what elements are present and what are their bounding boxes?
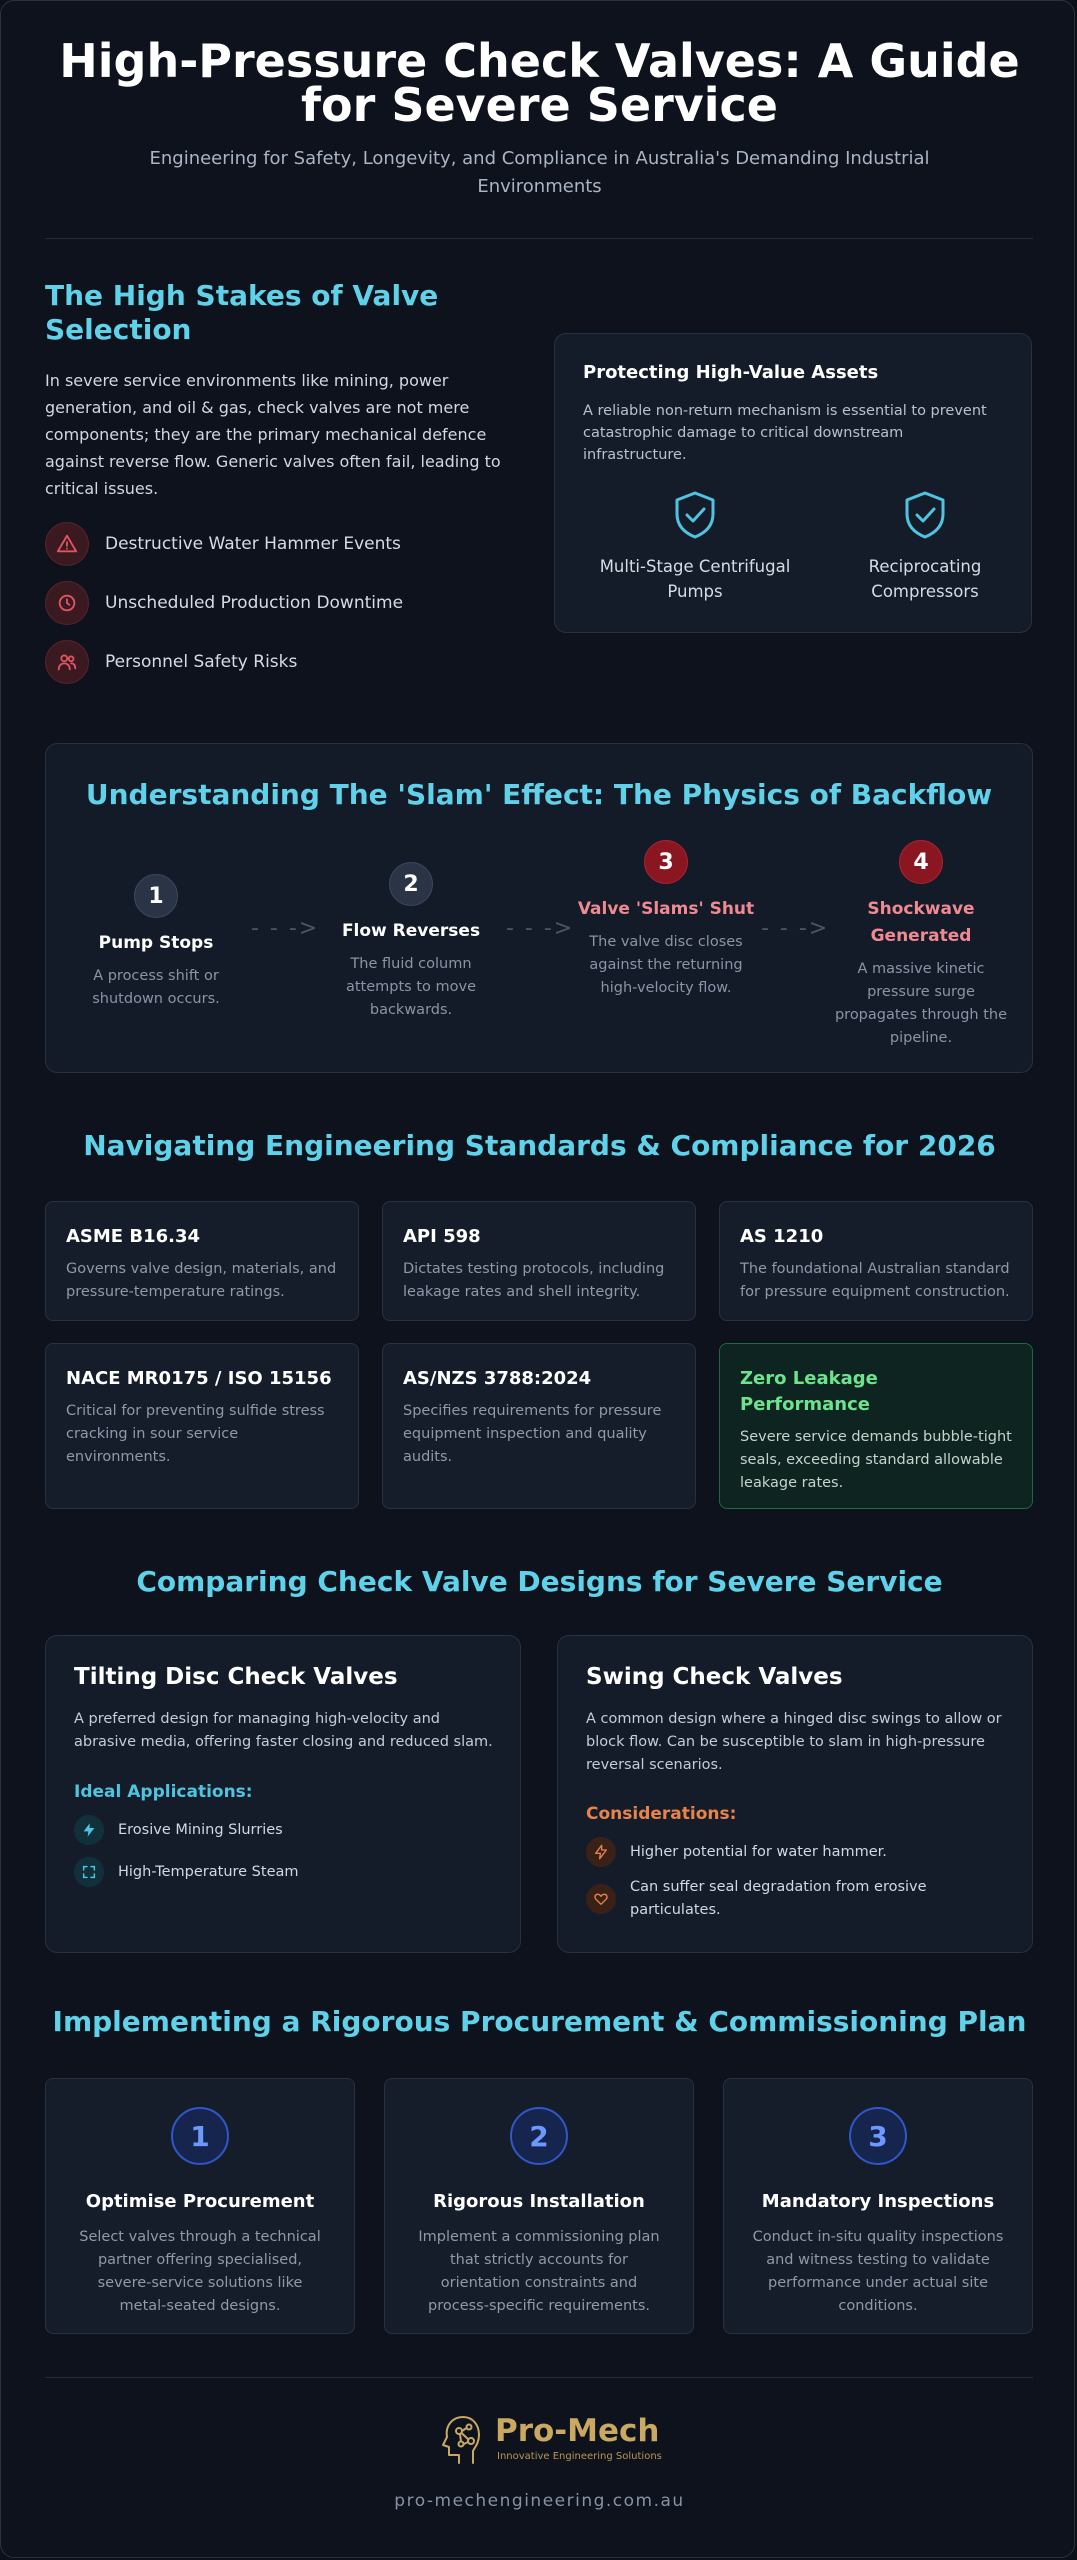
- slam-effect-card: [45, 743, 1033, 1073]
- standard-card-asme: [45, 1201, 359, 1321]
- standard-description: The foundational Australian standard for pressure equipment construction.: [740, 1261, 1010, 1300]
- standard-description: Dictates testing protocols, including leakage rates and shell integrity.: [403, 1261, 665, 1300]
- swing-item-seal: [586, 1876, 1006, 1922]
- risk-item-safety: [45, 640, 297, 684]
- standard-card-nace: [45, 1343, 359, 1509]
- people-icon: [45, 640, 89, 684]
- shield-check-icon: [673, 490, 717, 540]
- plan-title: Implementing a Rigorous Procurement & Commissioning Plan: [52, 2005, 1027, 2038]
- stakes-title: The High Stakes of Valve Selection: [45, 279, 439, 346]
- tilting-title: Tilting Disc Check Valves: [74, 1664, 398, 1690]
- logo-tagline: Innovative Engineering Solutions: [497, 2451, 662, 2462]
- assets-title: Protecting High-Value Assets: [583, 362, 879, 383]
- page-subtitle: Engineering for Safety, Longevity, and Compliance in Australia's Demanding Industrial Environments: [149, 148, 930, 197]
- flow-arrow: - - ->: [506, 916, 575, 941]
- standard-description: Specifies requirements for pressure equipment inspection and quality audits.: [403, 1403, 662, 1465]
- risk-label: Unscheduled Production Downtime: [105, 593, 404, 613]
- plan-step-number: 3: [849, 2107, 907, 2165]
- flow-arrow: - - ->: [761, 916, 830, 941]
- compare-title: Comparing Check Valve Designs for Severe Service: [136, 1565, 943, 1598]
- standard-card-asnzs: [382, 1343, 696, 1509]
- risk-label: Destructive Water Hammer Events: [105, 534, 401, 554]
- swing-title: Swing Check Valves: [586, 1664, 843, 1690]
- step-number: 1: [134, 874, 178, 918]
- company-logo: [429, 2411, 662, 2471]
- plan-step-title: Optimise Procurement: [85, 2191, 315, 2212]
- logo-name: Pro-Mech: [495, 2413, 660, 2449]
- step-description: The valve disc closes against the returning high-velocity flow.: [589, 934, 743, 996]
- lightning-icon: [586, 1837, 616, 1867]
- standard-name: ASME B16.34: [66, 1226, 201, 1247]
- assets-card: [554, 333, 1032, 633]
- standard-name: AS 1210: [740, 1226, 824, 1247]
- plan-step-title: Rigorous Installation: [433, 2191, 645, 2212]
- tilting-item-steam: [74, 1857, 299, 1887]
- slam-step-2: [321, 862, 501, 1022]
- standard-card-as1210: [719, 1201, 1033, 1321]
- tilting-item-slurries: [74, 1815, 283, 1845]
- plan-step-number: 1: [171, 2107, 229, 2165]
- header-divider: [45, 238, 1033, 239]
- asset-item-pumps: [595, 490, 795, 604]
- slam-step-4: [831, 840, 1011, 1050]
- swing-check-card: [557, 1635, 1033, 1953]
- standard-name: AS/NZS 3788:2024: [403, 1368, 592, 1389]
- expand-icon: [74, 1857, 104, 1887]
- plan-step-procurement: [45, 2078, 355, 2334]
- standard-description: Severe service demands bubble-tight seals, exceeding standard allowable leakage rates.: [740, 1429, 1012, 1491]
- step-description: The fluid column attempts to move backwards.: [345, 956, 477, 1018]
- step-number: 4: [899, 840, 943, 884]
- standard-name: Zero Leakage Performance: [740, 1368, 878, 1415]
- swing-item-label: Can suffer seal degradation from erosive particulates.: [630, 1879, 927, 1918]
- flow-arrow: - - ->: [251, 916, 320, 941]
- step-description: A massive kinetic pressure surge propagates through the pipeline.: [834, 961, 1008, 1046]
- shield-check-icon: [903, 490, 947, 540]
- stakes-body: In severe service environments like mining, power generation, and oil & gas, check valves are not mere components; they are the primary mechanical defence against reverse flow. Generic valves often fail, leading to critical issues.: [45, 371, 501, 498]
- plan-step-number: 2: [510, 2107, 568, 2165]
- slam-step-1: [66, 874, 246, 1011]
- standards-title: Navigating Engineering Standards & Compliance for 2026: [83, 1129, 996, 1162]
- plan-step-description: Implement a commissioning plan that strictly accounts for orientation constraints and process-specific requirements.: [418, 2229, 660, 2314]
- step-description: A process shift or shutdown occurs.: [92, 968, 220, 1007]
- assets-description: A reliable non-return mechanism is essential to prevent catastrophic damage to critical downstream infrastructure.: [583, 403, 987, 463]
- heart-icon: [586, 1884, 616, 1914]
- standard-name: API 598: [403, 1226, 481, 1247]
- asset-label: Reciprocating Compressors: [868, 557, 982, 601]
- swing-description: A common design where a hinged disc swings to allow or block flow. Can be susceptible to slam in high-pressure reversal scenarios.: [586, 1711, 1002, 1773]
- plan-step-title: Mandatory Inspections: [761, 2191, 995, 2212]
- step-number: 2: [389, 862, 433, 906]
- footer-divider: [45, 2377, 1033, 2378]
- clock-icon: [45, 581, 89, 625]
- standard-name: NACE MR0175 / ISO 15156: [66, 1368, 332, 1389]
- risk-item-water-hammer: [45, 522, 401, 566]
- standard-description: Governs valve design, materials, and pressure-temperature ratings.: [66, 1261, 337, 1300]
- tilting-subtitle: Ideal Applications:: [74, 1782, 253, 1802]
- step-title: Valve 'Slams' Shut: [577, 899, 755, 919]
- step-title: Shockwave Generated: [867, 899, 975, 946]
- tilting-disc-card: [45, 1635, 521, 1953]
- standard-description: Critical for preventing sulfide stress cracking in sour service environments.: [66, 1403, 325, 1465]
- swing-item-water-hammer: [586, 1837, 887, 1867]
- plan-step-inspections: [723, 2078, 1033, 2334]
- lightning-icon: [74, 1815, 104, 1845]
- step-title: Pump Stops: [98, 933, 214, 953]
- asset-item-compressors: [825, 490, 1025, 604]
- plan-step-description: Conduct in-situ quality inspections and witness testing to validate performance under actual site conditions.: [752, 2229, 1004, 2314]
- standard-card-api: [382, 1201, 696, 1321]
- footer-url[interactable]: pro-mechengineering.com.au: [394, 2491, 685, 2511]
- slam-title: Understanding The 'Slam' Effect: The Physics of Backflow: [85, 778, 993, 811]
- swing-subtitle: Considerations:: [586, 1804, 737, 1824]
- step-title: Flow Reverses: [341, 921, 481, 941]
- page-title: High-Pressure Check Valves: A Guide for Severe Service: [59, 34, 1020, 132]
- tilting-item-label: Erosive Mining Slurries: [118, 1821, 283, 1838]
- tilting-item-label: High-Temperature Steam: [118, 1863, 299, 1880]
- plan-step-description: Select valves through a technical partner offering specialised, severe-service solutions like metal-seated designs.: [79, 2229, 321, 2314]
- asset-label: Multi-Stage Centrifugal Pumps: [599, 557, 791, 601]
- slam-step-3: [576, 840, 756, 1000]
- risk-item-downtime: [45, 581, 403, 625]
- tilting-description: A preferred design for managing high-velocity and abrasive media, offering faster closing and reduced slam.: [74, 1711, 493, 1750]
- warning-triangle-icon: [45, 522, 89, 566]
- plan-step-installation: [384, 2078, 694, 2334]
- logo-head-icon: [429, 2411, 485, 2469]
- standard-card-zero-leakage: [719, 1343, 1033, 1509]
- swing-item-label: Higher potential for water hammer.: [630, 1843, 887, 1860]
- step-number: 3: [644, 840, 688, 884]
- risk-label: Personnel Safety Risks: [105, 652, 298, 672]
